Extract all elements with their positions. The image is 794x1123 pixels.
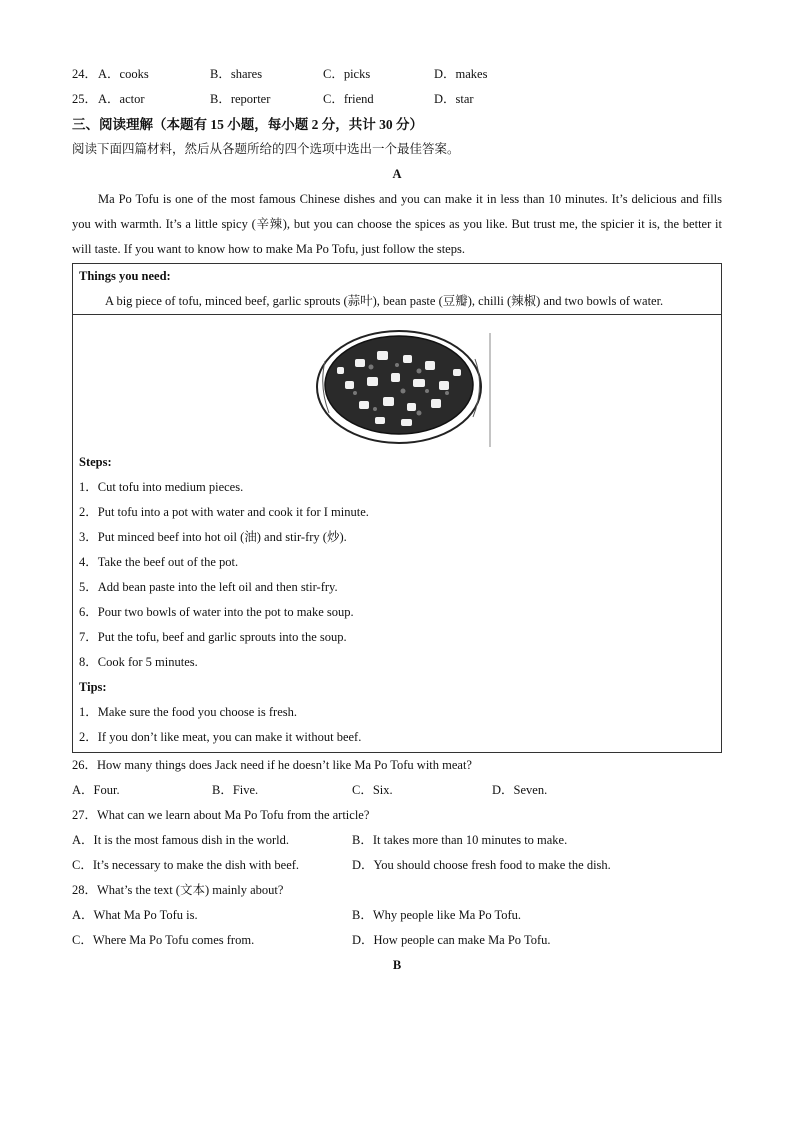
step-item: 2．Put tofu into a pot with water and cook it for I minute.	[79, 505, 369, 519]
question-28-options-row1	[72, 903, 722, 928]
things-label: Things you need:	[79, 269, 171, 283]
option-d: D．Seven.	[492, 783, 548, 797]
question-27-stem: 27．What can we learn about Ma Po Tofu from the article?	[72, 808, 370, 822]
option-d: D．star	[434, 92, 474, 106]
question-26-stem: 26．How many things does Jack need if he doesn’t like Ma Po Tofu with meat?	[72, 758, 472, 772]
section-title: 三、阅读理解（本题有 15 小题，每小题 2 分，共计 30 分）	[72, 117, 423, 132]
question-28-stem: 28．What’s the text (文本) mainly about?	[72, 883, 284, 897]
question-27-options-row1	[72, 828, 722, 853]
things-you-need	[73, 264, 721, 315]
question-28-options-row2	[72, 928, 722, 953]
mapo-tofu-dish-image	[315, 321, 495, 449]
option-c: C．picks	[323, 67, 371, 81]
step-item: 8．Cook for 5 minutes.	[79, 655, 198, 669]
step-item: 1．Cut tofu into medium pieces.	[79, 480, 244, 494]
option-a: A．What Ma Po Tofu is.	[72, 908, 198, 922]
tips-list	[79, 700, 715, 750]
passage-a-letter: A	[392, 167, 402, 181]
question-25	[72, 87, 722, 112]
step-item: 7．Put the tofu, beef and garlic sprouts into the soup.	[79, 630, 347, 644]
step-item: 3．Put minced beef into hot oil (油) and stir-fry (炒).	[79, 530, 347, 544]
recipe-box	[72, 263, 722, 753]
step-item: 4．Take the beef out of the pot.	[79, 555, 239, 569]
recipe-steps-area	[73, 315, 721, 752]
option-d: D．You should choose fresh food to make the dish.	[352, 858, 611, 872]
option-c: C．It’s necessary to make the dish with beef.	[72, 858, 300, 872]
option-c: C．Six.	[352, 783, 393, 797]
option-b: B．reporter	[210, 92, 271, 106]
passage-b-letter: B	[392, 958, 402, 972]
question-24	[72, 62, 722, 87]
tip-item: 2．If you don’t like meat, you can make it without beef.	[79, 730, 362, 744]
things-text: A big piece of tofu, minced beef, garlic sprouts (蒜叶), bean paste (豆瓣), chilli (辣椒) and two bowls of water.	[105, 294, 664, 308]
option-b: B．Why people like Ma Po Tofu.	[352, 908, 522, 922]
option-b: B．shares	[210, 67, 263, 81]
option-c: C．friend	[323, 92, 374, 106]
option-c: C．Where Ma Po Tofu comes from.	[72, 933, 255, 947]
option-d: D．How people can make Ma Po Tofu.	[352, 933, 551, 947]
step-item: 5．Add bean paste into the left oil and then stir-fry.	[79, 580, 338, 594]
option-b: B．It takes more than 10 minutes to make.	[352, 833, 568, 847]
tip-item: 1．Make sure the food you choose is fresh.	[79, 705, 298, 719]
question-number: 25．	[72, 92, 98, 106]
steps-list	[79, 475, 715, 675]
steps-label: Steps:	[79, 455, 112, 469]
option-d: D．makes	[434, 67, 488, 81]
option-b: B．Five.	[212, 783, 259, 797]
question-26-options	[72, 778, 722, 803]
question-number: 24．	[72, 67, 98, 81]
step-item: 6．Pour two bowls of water into the pot to make soup.	[79, 605, 354, 619]
passage-a-intro: Ma Po Tofu is one of the most famous Chinese dishes and you can make it in less than 10 minutes. It’s delicious and fills you with warmth. It’s a little spicy (辛辣), but you can choose the spices as you like. But trust me, the spicier it is, the better it will taste. If you want to know how to make Ma Po Tofu, just follow the steps.	[72, 192, 722, 256]
option-a: A．cooks	[98, 67, 149, 81]
section-instruction: 阅读下面四篇材料，然后从各题所给的四个选项中选出一个最佳答案。	[72, 142, 460, 156]
question-27-options-row2	[72, 853, 722, 878]
exam-page	[72, 62, 722, 978]
option-a: A．It is the most famous dish in the world.	[72, 833, 289, 847]
tips-label: Tips:	[79, 680, 107, 694]
dish-image-area	[79, 315, 715, 450]
option-a: A．actor	[98, 92, 145, 106]
option-a: A．Four.	[72, 783, 120, 797]
